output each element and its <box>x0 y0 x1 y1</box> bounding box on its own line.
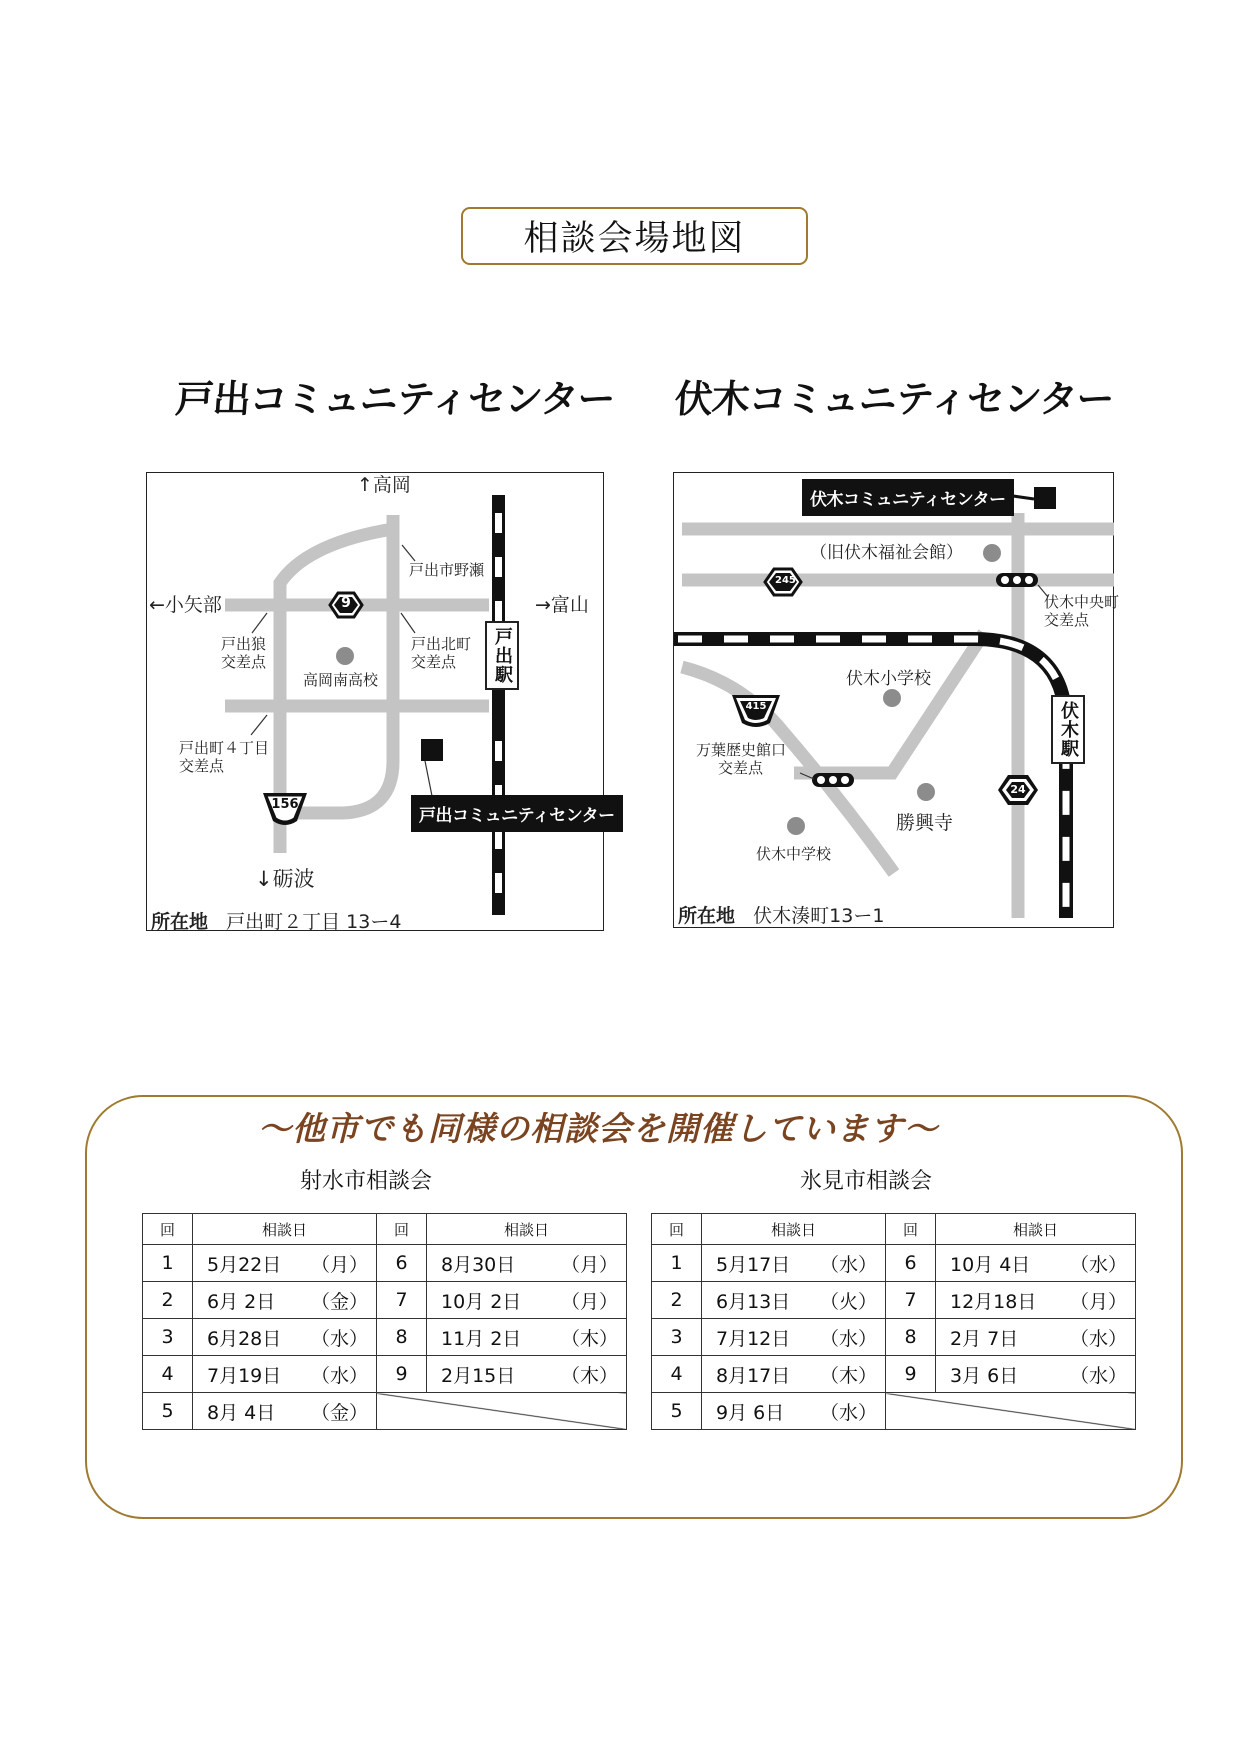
tode-station-tag: 戸出駅 <box>485 621 519 690</box>
table-row <box>143 1282 627 1319</box>
table-row <box>652 1282 1136 1319</box>
label-toyama: →富山 <box>535 594 589 616</box>
session-date <box>193 1245 377 1282</box>
elementary-dot <box>883 689 901 707</box>
column-header: 相談日 <box>936 1214 1136 1245</box>
session-number: 7 <box>377 1282 427 1319</box>
label-former-hall: （旧伏木福祉会館） <box>810 543 963 563</box>
session-date <box>702 1282 886 1319</box>
session-date <box>702 1245 886 1282</box>
label-chuo: 伏木中央町 <box>1044 593 1120 611</box>
date-text: 2月 7日 <box>950 1327 1019 1350</box>
fushiki-map-roads <box>674 473 1115 929</box>
session-date <box>193 1393 377 1430</box>
weekday-text: （水） <box>819 1253 877 1276</box>
session-number: 6 <box>377 1245 427 1282</box>
session-number: 4 <box>652 1356 702 1393</box>
column-header: 回 <box>652 1214 702 1245</box>
fushiki-station-tag: 伏木駅 <box>1051 695 1085 764</box>
session-date <box>193 1356 377 1393</box>
column-header: 回 <box>143 1214 193 1245</box>
session-date <box>427 1245 627 1282</box>
date-text: 6月28日 <box>207 1327 282 1350</box>
session-number: 3 <box>652 1319 702 1356</box>
label-junior-high: 伏木中学校 <box>756 845 832 863</box>
date-text: 11月 2日 <box>441 1327 522 1350</box>
date-text: 7月19日 <box>207 1364 282 1387</box>
date-text: 10月 4日 <box>950 1253 1031 1276</box>
tode-center-marker <box>421 739 443 761</box>
weekday-text: （水） <box>819 1327 877 1350</box>
session-date <box>193 1319 377 1356</box>
session-date <box>193 1282 377 1319</box>
session-number: 5 <box>143 1393 193 1430</box>
session-number: 9 <box>377 1356 427 1393</box>
tode-heading: 戸出コミュニティセンター <box>174 377 616 421</box>
session-date <box>936 1356 1136 1393</box>
label-tonami: ↓砺波 <box>255 867 315 891</box>
weekday-text: （水） <box>310 1327 368 1350</box>
tode-center-tag: 戸出コミュニティセンター <box>411 795 623 832</box>
label-kitamachi-2: 交差点 <box>411 653 457 671</box>
label-takaoka: ↑高岡 <box>357 474 411 496</box>
session-number: 2 <box>143 1282 193 1319</box>
column-header: 相談日 <box>427 1214 627 1245</box>
session-date <box>936 1245 1136 1282</box>
session-number: 4 <box>143 1356 193 1393</box>
column-header: 回 <box>886 1214 936 1245</box>
session-date <box>427 1282 627 1319</box>
date-text: 12月18日 <box>950 1290 1037 1313</box>
fushiki-center-tag: 伏木コミュニティセンター <box>802 479 1014 516</box>
date-text: 7月12日 <box>716 1327 791 1350</box>
session-number: 6 <box>886 1245 936 1282</box>
weekday-text: （月） <box>310 1253 368 1276</box>
hall-dot <box>983 544 1001 562</box>
tode-address-value: 戸出町２丁目 13ー4 <box>226 911 402 933</box>
traffic-light-manyo <box>812 773 854 787</box>
fushiki-address-label: 所在地 <box>678 905 736 927</box>
session-number: 3 <box>143 1319 193 1356</box>
date-text: 8月 4日 <box>207 1401 276 1424</box>
tode-map-roads <box>147 473 605 932</box>
date-text: 5月17日 <box>716 1253 791 1276</box>
table-row <box>143 1245 627 1282</box>
table-header-row <box>652 1214 1136 1245</box>
weekday-text: （水） <box>819 1401 877 1424</box>
date-text: 2月15日 <box>441 1364 516 1387</box>
himi-schedule-table <box>651 1213 1136 1430</box>
table-row <box>652 1245 1136 1282</box>
label-ookami-2: 交差点 <box>221 653 267 671</box>
date-text: 6月 2日 <box>207 1290 276 1313</box>
weekday-text: （木） <box>560 1364 618 1387</box>
table-row <box>143 1393 627 1430</box>
table-row <box>652 1319 1136 1356</box>
session-date <box>936 1319 1136 1356</box>
label-manyo: 万葉歴史館口 <box>696 741 787 759</box>
label-school: 高岡南高校 <box>303 671 379 689</box>
traffic-light-chuo <box>996 573 1038 587</box>
session-date <box>427 1356 627 1393</box>
date-text: 10月 2日 <box>441 1290 522 1313</box>
date-text: 9月 6日 <box>716 1401 785 1424</box>
tode-address <box>151 907 401 934</box>
other-cities-heading: ～他市でも同様の相談会を開催しています～ <box>258 1109 938 1148</box>
page-title-text: 相談会場地図 <box>523 219 746 259</box>
route245-number: 245 <box>775 575 796 586</box>
weekday-text: （水） <box>1069 1364 1127 1387</box>
weekday-text: （金） <box>310 1401 368 1424</box>
date-text: 5月22日 <box>207 1253 282 1276</box>
label-temple: 勝興寺 <box>896 812 954 834</box>
route415-number: 415 <box>745 701 767 712</box>
session-number: 5 <box>652 1393 702 1430</box>
date-text: 8月17日 <box>716 1364 791 1387</box>
weekday-text: （木） <box>560 1327 618 1350</box>
label-elementary: 伏木小学校 <box>846 669 931 689</box>
weekday-text: （火） <box>819 1290 877 1313</box>
label-yonchome-2: 交差点 <box>179 757 225 775</box>
weekday-text: （月） <box>560 1290 618 1313</box>
table-row <box>143 1356 627 1393</box>
weekday-text: （月） <box>1069 1290 1127 1313</box>
weekday-text: （木） <box>819 1364 877 1387</box>
date-text: 3月 6日 <box>950 1364 1019 1387</box>
weekday-text: （月） <box>560 1253 618 1276</box>
empty-cell <box>886 1393 1136 1430</box>
session-date <box>702 1393 886 1430</box>
column-header: 相談日 <box>193 1214 377 1245</box>
tode-map <box>146 472 615 933</box>
imizu-schedule-table <box>142 1213 627 1430</box>
fushiki-center-marker <box>1034 487 1056 509</box>
session-number: 8 <box>377 1319 427 1356</box>
label-nose: 戸出市野瀬 <box>409 561 485 579</box>
label-kitamachi: 戸出北町 <box>411 635 472 653</box>
route9-number: 9 <box>341 595 351 611</box>
school-dot <box>336 647 354 665</box>
label-manyo-2: 交差点 <box>718 759 764 777</box>
label-ookami: 戸出狼 <box>221 635 267 653</box>
route24-number: 24 <box>1010 783 1026 796</box>
fushiki-map <box>673 472 1120 928</box>
weekday-text: （水） <box>1069 1253 1127 1276</box>
table-header-row <box>143 1214 627 1245</box>
imizu-title: 射水市相談会 <box>300 1169 433 1194</box>
fushiki-address-value: 伏木湊町13ー1 <box>753 905 885 927</box>
temple-dot <box>917 783 935 801</box>
route156-number: 156 <box>271 797 299 812</box>
empty-cell <box>377 1393 627 1430</box>
table-row <box>143 1319 627 1356</box>
column-header: 回 <box>377 1214 427 1245</box>
label-koyabe: ←小矢部 <box>149 594 222 616</box>
session-number: 8 <box>886 1319 936 1356</box>
weekday-text: （金） <box>310 1290 368 1313</box>
date-text: 6月13日 <box>716 1290 791 1313</box>
weekday-text: （水） <box>310 1364 368 1387</box>
session-date <box>427 1319 627 1356</box>
session-number: 2 <box>652 1282 702 1319</box>
tode-railway <box>492 495 505 915</box>
weekday-text: （水） <box>1069 1327 1127 1350</box>
table-row <box>652 1356 1136 1393</box>
label-yonchome: 戸出町４丁目 <box>179 739 270 757</box>
label-chuo-2: 交差点 <box>1044 611 1090 629</box>
session-number: 1 <box>143 1245 193 1282</box>
session-number: 9 <box>886 1356 936 1393</box>
date-text: 8月30日 <box>441 1253 516 1276</box>
session-date <box>702 1319 886 1356</box>
session-date <box>936 1282 1136 1319</box>
tode-address-label: 所在地 <box>151 911 209 933</box>
session-date <box>702 1356 886 1393</box>
column-header: 相談日 <box>702 1214 886 1245</box>
fushiki-heading: 伏木コミュニティセンター <box>673 377 1115 421</box>
himi-title: 氷見市相談会 <box>800 1169 933 1194</box>
fushiki-address <box>678 901 884 928</box>
session-number: 1 <box>652 1245 702 1282</box>
page-title <box>461 207 808 265</box>
table-row <box>652 1393 1136 1430</box>
junior-high-dot <box>787 817 805 835</box>
session-number: 7 <box>886 1282 936 1319</box>
